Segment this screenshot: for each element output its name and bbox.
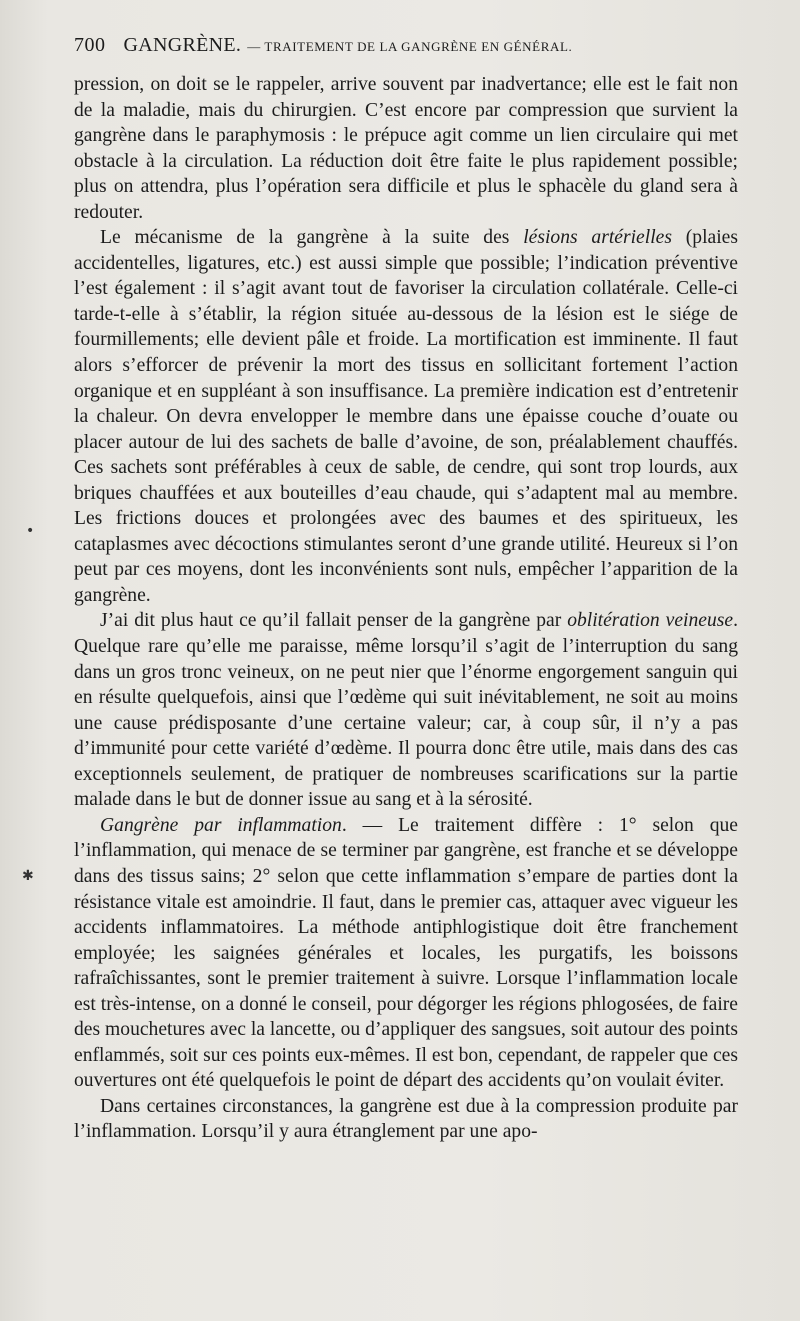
page-number: 700 [74,34,106,56]
paragraph [74,608,738,812]
italic-text-run: oblitération veineuse [567,610,734,632]
paragraph [74,813,738,1094]
running-subtitle: — TRAITEMENT DE LA GANGRÈNE EN GÉNÉRAL. [247,39,573,54]
text-run: . — Le traitement diffère : 1° selon que l’inflammation, qui menace de se terminer par gangrène, est franche et se développe dans des tissus sains; 2° selon que cette inflammation s’empare de parties dont la résistance vitale est amoindrie. Il faut, dans le premier cas, attaquer avec vigueur les accidents inflammatoires. La méthode antiphlogistique doit être franchement employée; les saignées générales et locales, les purgatifs, les boissons rafraîchissantes, sont le premier traitement à suivre. Lorsque l’inflammation locale est très-intense, on a donné le conseil, pour dégorger les régions phlogosées, de faire des mouchetures avec la lancette, ou d’appliquer des sangsues, soit autour des points enflammés, soit sur ces points eux-mêmes. Il est bon, cependant, de rappeler que ces ouvertures ont été quelquefois le point de départ des accidents qu’on voulait éviter. [74,814,738,1092]
text-run: pression, on doit se le rappeler, arrive souvent par inadvertance; elle est le fait non de la maladie, mais du chirurgien. C’est encore par compression que survient la gangrène dans le paraphymosis : le prépuce agit comme un lien circulaire qui met obstacle à la circulation. La réduction doit être faite le plus rapidement possible; plus on attendra, plus l’opération sera difficile et plus le sphacèle du gland sera à redouter. [74,74,738,223]
text-run: Le mécanisme de la gangrène à la suite des [100,227,524,249]
margin-dot-mark: • [26,523,35,539]
text-run: Dans certaines circonstances, la gangrène est due à la compression produite par l’inflammation. Lorsqu’il y aura étranglement par une apo- [74,1095,738,1143]
running-header [74,34,740,62]
text-run: (plaies accidentelles, ligatures, etc.) est aussi simple que possible; l’indication préventive l’est également : il s’agit avant tout de favoriser la circulation collatérale. Celle-ci tarde-t-elle à s’établir, la région située au-dessous de la lésion est le siége de fourmillements; elle devient pâle et froide. La mortification est imminente. Il faut alors s’efforcer de prévenir la mort des tissus en sollicitant fortement l’action organique et en suppléant à son insuffisance. La première indication est d’entretenir la chaleur. On devra envelopper le membre dans une épaisse couche d’ouate ou placer autour de lui des sachets de balle d’avoine, de son, préalablement chauffés. Ces sachets sont préférables à ceux de sable, de cendre, qui sont trop lourds, aux briques chauffées et aux bouteilles d’eau chaude, qui s’adaptent mal au membre. Les frictions douces et prolongées avec des baumes et des spiritueux, les cataplasmes avec décoctions stimulantes seront d’une grande utilité. Heureux si l’on peut par ces moyens, dont les inconvénients sont nuls, empêcher l’apparition de la gangrène. [74,227,738,606]
text-run: J’ai dit plus haut ce qu’il fallait penser de la gangrène par [100,610,568,632]
body-text [74,72,738,1145]
text-run: . Quelque rare qu’elle me paraisse, même lorsqu’il s’agit de l’interruption du sang dans un gros tronc veineux, on ne peut nier que l’énorme engorgement sanguin qui en résulte quelquefois, ainsi que l’œdème qui suit inévitablement, ne soit au moins une cause prédisposante d’une certaine valeur; car, à coup sûr, il n’y a pas d’immunité pour cette variété d’œdème. Il pourra donc être utile, mais dans des cas exceptionnels seulement, de pratiquer de nombreuses scarifications sur la partie malade dans le but de donner issue au sang et à la sérosité. [74,610,738,811]
margin-asterisk-mark: ✱ [22,868,34,884]
paragraph [74,225,738,608]
paragraph [74,72,738,225]
italic-text-run: Gangrène par inflammation [100,814,342,836]
paragraph [74,1094,738,1145]
running-title: GANGRÈNE. [123,34,242,56]
italic-text-run: lésions artérielles [523,227,672,249]
